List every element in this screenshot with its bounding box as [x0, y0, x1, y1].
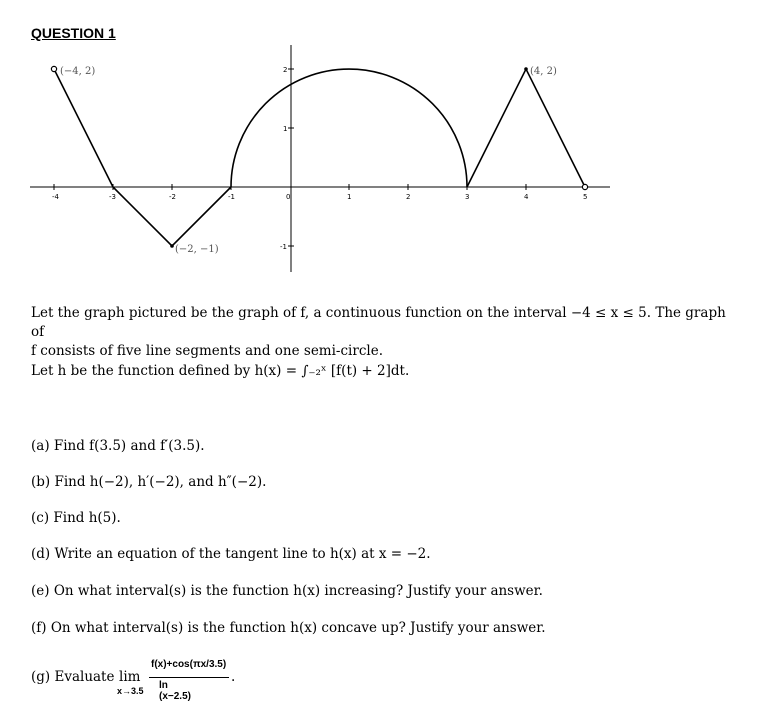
question-e: (e) On what interval(s) is the function h(x) increasing? Justify your answer.: [31, 583, 543, 599]
limit-symbol: lim: [119, 669, 141, 685]
line-segments-right: [467, 69, 585, 187]
limit-subscript: x→3.5: [117, 686, 144, 696]
y-tick-label: 2: [283, 66, 288, 74]
question-d: (d) Write an equation of the tangent line to h(x) at x = −2.: [31, 546, 431, 562]
x-tick-label: 5: [583, 193, 588, 201]
question-a: (a) Find f(3.5) and f′(3.5).: [31, 438, 205, 454]
x-tick-label: -3: [109, 193, 116, 201]
limit-numerator: f(x)+cos(πx/3.5): [151, 659, 227, 670]
x-tick-label: 1: [347, 193, 352, 201]
question-f: (f) On what interval(s) is the function h(x) concave up? Justify your answer.: [31, 620, 546, 636]
x-tick-label: 4: [524, 193, 529, 201]
intro-line-1: Let the graph pictured be the graph of f, a continuous function on the interval −4 ≤ x ≤ 5. The graph of: [31, 305, 726, 340]
x-tick-label: 2: [406, 193, 411, 201]
intro-line-2: f consists of five line segments and one semi-circle.: [31, 343, 383, 359]
left-endpoint: [51, 66, 56, 71]
right-endpoint: [582, 184, 587, 189]
x-tick-label: -4: [52, 193, 59, 201]
question-g-label: (g) Evaluate: [31, 669, 115, 685]
limit-period: .: [231, 669, 236, 685]
limit-denominator: ln (x−2.5): [159, 680, 191, 702]
definition-text: Let h be the function defined by h(x) = ∫₋₂ˣ [f(t) + 2]dt.: [31, 363, 410, 379]
x-tick-label: -1: [228, 193, 235, 201]
vertex-point: [170, 244, 174, 248]
point-label-left: (−4, 2): [60, 66, 96, 77]
function-curve: [54, 69, 588, 246]
x-tick-label: -2: [169, 193, 176, 201]
point-label-right: (4, 2): [530, 66, 557, 77]
line-segments-left: [54, 69, 231, 246]
question-c: (c) Find h(5).: [31, 510, 121, 526]
y-tick-label: -1: [280, 243, 287, 251]
function-graph: [0, 0, 761, 290]
intro-text: [31, 304, 731, 361]
x-tick-label: 3: [465, 193, 470, 201]
semicircle: [231, 69, 467, 187]
question-b: (b) Find h(−2), h′(−2), and h″(−2).: [31, 474, 267, 490]
fraction-bar: [149, 677, 229, 678]
y-tick-label: 1: [283, 125, 288, 133]
question-heading: QUESTION 1: [31, 25, 116, 41]
x-tick-label: 0: [286, 193, 291, 201]
vertex-point: [524, 67, 528, 71]
point-label-bottom: (−2, −1): [175, 244, 219, 255]
